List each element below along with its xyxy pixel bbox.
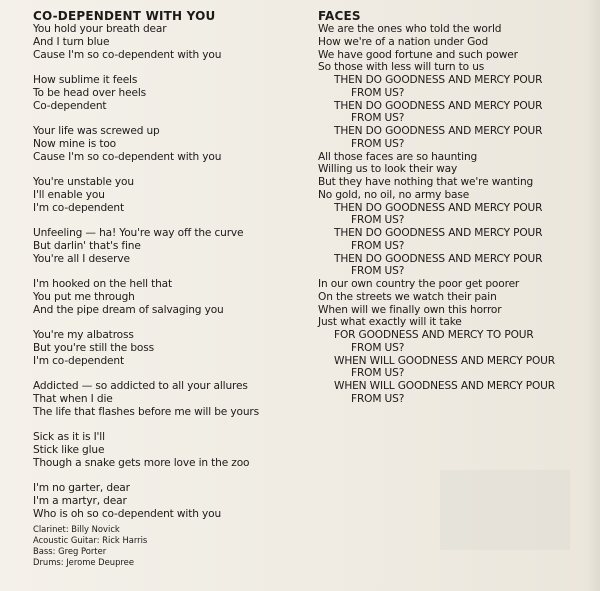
stanza-gap	[33, 367, 303, 380]
lyric-line: You're my albatross	[33, 329, 134, 341]
lyric-line: Now mine is too	[33, 137, 116, 150]
lyric-line: Who is oh so co-dependent with you	[33, 507, 222, 520]
lyric-line: Your life was screwed up	[33, 125, 160, 137]
chorus-line: THEN DO GOODNESS AND MERCY POUR	[334, 125, 543, 137]
lyric-line: Just what exactly will it take	[318, 316, 462, 329]
lyric-line: Though a snake gets more love in the zoo	[33, 456, 250, 469]
stanza-gap	[33, 265, 303, 278]
show-through-smudge	[440, 470, 570, 550]
chorus-line: WHEN WILL GOODNESS AND MERCY POUR	[334, 354, 555, 367]
stanza-gap	[33, 112, 303, 125]
credit-line: Bass: Greg Porter	[33, 546, 107, 557]
lyric-line: But darlin' that's fine	[33, 239, 141, 252]
chorus-line: THEN DO GOODNESS AND MERCY POUR	[334, 201, 543, 214]
lyric-line: Co-dependent	[33, 99, 107, 112]
credit-line: Clarinet: Billy Novick	[33, 524, 120, 535]
lyric-line: But they have nothing that we're wanting	[318, 176, 534, 188]
lyric-line: You put me through	[33, 290, 135, 303]
codependent-lyrics	[33, 23, 303, 520]
page-edge-shadow	[586, 0, 600, 591]
lyric-line: I'm a martyr, dear	[33, 494, 127, 507]
credit-line: Acoustic Guitar: Rick Harris	[33, 535, 148, 546]
lyric-line: So those with less will turn to us	[318, 61, 485, 74]
chorus-line: FROM US?	[351, 112, 405, 125]
lyric-line: I'm co-dependent	[33, 201, 124, 214]
stanza-gap	[33, 214, 303, 227]
lyric-line: I'll enable you	[33, 188, 105, 201]
lyric-line: Sick as it is I'll	[33, 431, 105, 443]
lyric-line: On the streets we watch their pain	[318, 290, 497, 303]
right-column	[318, 9, 588, 406]
chorus-line: FROM US?	[351, 239, 405, 252]
lyric-line: You're all I deserve	[33, 252, 130, 265]
chorus-line: FROM US?	[351, 392, 405, 405]
chorus-line: FROM US?	[351, 137, 405, 150]
chorus-line: FROM US?	[351, 341, 405, 354]
stanza-gap	[33, 469, 303, 482]
stanza-gap	[33, 61, 303, 74]
chorus-line: WHEN WILL GOODNESS AND MERCY POUR	[334, 380, 555, 392]
chorus-line: FOR GOODNESS AND MERCY TO POUR	[334, 329, 534, 341]
lyric-line: And I turn blue	[33, 35, 110, 48]
faces-lyrics	[318, 23, 588, 406]
lyric-line: Addicted — so addicted to all your allures	[33, 380, 248, 392]
lyric-line: I'm hooked on the hell that	[33, 278, 173, 290]
lyric-line: No gold, no oil, no army base	[318, 188, 470, 201]
song-title-faces: FACES	[318, 9, 361, 23]
lyric-line: Stick like glue	[33, 443, 105, 456]
lyric-line: All those faces are so haunting	[318, 150, 478, 163]
lyric-line: In our own country the poor get poorer	[318, 278, 520, 290]
lyric-line: How we're of a nation under God	[318, 35, 489, 48]
chorus-line: THEN DO GOODNESS AND MERCY POUR	[334, 252, 543, 265]
stanza-gap	[33, 163, 303, 176]
chorus-line: FROM US?	[351, 265, 405, 278]
lyric-line: That when I die	[33, 392, 113, 405]
song-title-codependent: CO-DEPENDENT WITH YOU	[33, 9, 216, 23]
lyric-line: To be head over heels	[33, 86, 146, 99]
chorus-line: THEN DO GOODNESS AND MERCY POUR	[334, 74, 543, 86]
chorus-line: FROM US?	[351, 367, 405, 380]
lyric-line: How sublime it feels	[33, 74, 138, 86]
lyric-line: Willing us to look their way	[318, 163, 458, 176]
lyric-line: You hold your breath dear	[33, 23, 167, 35]
lyric-line: Unfeeling — ha! You're way off the curve	[33, 227, 244, 239]
lyric-line: We are the ones who told the world	[318, 23, 502, 35]
lyric-line: The life that flashes before me will be yours	[33, 405, 259, 418]
chorus-line: FROM US?	[351, 214, 405, 227]
lyric-line: But you're still the boss	[33, 341, 155, 354]
left-column	[33, 9, 303, 568]
chorus-line: THEN DO GOODNESS AND MERCY POUR	[334, 99, 543, 112]
stanza-gap	[33, 316, 303, 329]
stanza-gap	[33, 418, 303, 431]
lyric-line: I'm no garter, dear	[33, 482, 130, 494]
chorus-line: THEN DO GOODNESS AND MERCY POUR	[334, 227, 543, 239]
chorus-line: FROM US?	[351, 86, 405, 99]
lyric-line: When will we finally own this horror	[318, 303, 502, 316]
lyric-line: You're unstable you	[33, 176, 134, 188]
credit-line: Drums: Jerome Deupree	[33, 557, 134, 568]
lyric-line: And the pipe dream of salvaging you	[33, 303, 224, 316]
lyric-line: We have good fortune and such power	[318, 48, 518, 61]
lyric-line: I'm co-dependent	[33, 354, 124, 367]
musician-credits	[33, 524, 303, 568]
lyric-line: Cause I'm so co-dependent with you	[33, 48, 222, 61]
lyric-line: Cause I'm so co-dependent with you	[33, 150, 222, 163]
